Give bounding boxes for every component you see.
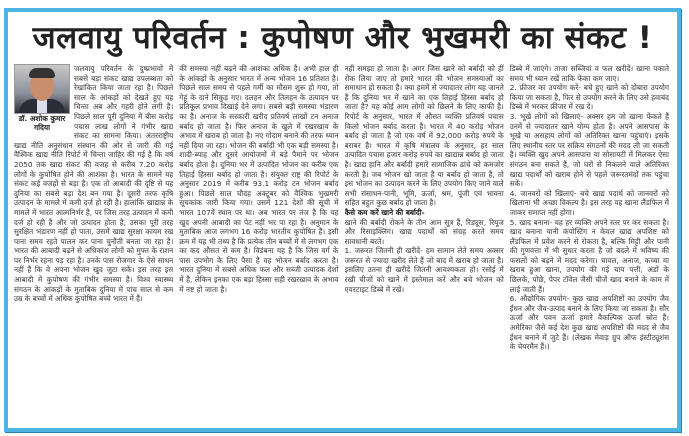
column-1 — [14, 64, 173, 426]
tip-5: 5. खाद बनाना- यह हर व्यक्ति अपने स्तर पर कर सकता है। खाद बनाना यानी कंपोस्टिंग न केवल खाद्य अपशिष्ट को लैंडफिल में प्रवेश करने से रोकता है, बल्कि मिट्टी और पानी की गुणवत्ता में भी सुधार करता है जो बदले में भविष्य की फसलों को बढ़ने में मदद करेगा। चावल, अनाज, कच्चा या खराब हुआ खाना, उपयोग की गई चाय पत्ती, अंडों के छिलके, पोंछे, पेपर टॉवेल जैसी चीजें खाद बनाने के काम में लाई जाती हैं। — [509, 217, 669, 294]
column-4 — [510, 64, 669, 426]
column-3 — [345, 64, 504, 426]
tip-2: 2. फ्रीजर का उपयोग करें- बचे हुए खाने को दोबारा उपयोग किया जा सकता है, फिर से उपयोग करने के लिए उसे हवाबंद डिब्बे में भरकर फ्रीजर में रख दें। — [509, 83, 669, 112]
author-photo — [14, 64, 70, 114]
tip-6: 6. औद्योगिक उपयोग- कुछ खाद्य अपशिष्टों का उपयोग जैव ईंधन और जैव-उत्पाद बनाने के लिए किया जा सकता है। सौर ऊर्जा और पवन ऊर्जा हमारे वैकल्पिक ऊर्जा स्रोत हैं। अमेरिका जैसे कई देश कुछ खाद्य अपशिष्टों की मदद से जैव ईंधन बनाने में जुटे हैं। (लेखक मेवाड़ ग्रुप ऑफ इंस्टीट्यूशंस के चेयरमैन हैं।) — [509, 294, 669, 352]
tip-4: 4. जानवरों को खिलाएं- बचे खाद्य पदार्थ को जानवरों को खिलाना भी अच्छा विकल्प है। इस तरह वह खाना लैंडफिल में जाकर समाप्त नहीं होगा। — [509, 188, 669, 217]
author-box — [14, 64, 70, 132]
paragraph: डिब्बे में जाएंगे। ताजा सब्जियां व फल खरीदें। खाना पकाते समय भी ध्यान रखें ताकि फेंका कम जाए। — [509, 64, 669, 83]
paragraph: 1. जरूरत जितनी ही खरीदें- हम सामान लेते समय अक्सर जरूरत से ज्यादा खरीद लेते हैं जो बाद में खराब हो जाता है। इसलिए उतना ही खरीदें जितनी आवश्यकता हो। रसोई में रखी चीजों को खाने में इस्तेमाल करें और बचे भोजन को एयरटाइट डिब्बे में रखें। — [344, 246, 504, 294]
paragraph: नहीं समझा हो जाता है। अगर जिस खाने को बर्बादी को हीं रोक लिया जाए तो हमारे भारत की भोजन समस्याओं का समाधान हो सकता है। क्या हममें से ज्यादातर लोग यह जानते हैं कि दुनिया भर में खाने का एक तिहाई हिस्सा बर्बाद हो जाता है? यह कोई आम लोगों को छिलने के लिए काफी है। रिपोर्ट के अनुसार, भारत में औसत व्यक्ति प्रतिवर्ष पचास किलो भोजन बर्बाद करता है। भारत में 40 करोड़ भोजन बर्बाद हो जाता है जो एक वर्ष में 92,000 करोड़ रुपये के बराबर है। भारत में कृषि मंत्रालय के अनुसार, हर साल उत्पादित पचास हजार करोड़ रुपये का खाद्यान्न बर्बाद हो जाता है। खाद्य हानि और बर्बादी हमारे सामाजिक ढांचे को कमजोर करती है। जब भोजन खो जाता है या बर्बाद हो जाता है, तो इस भोजन का उत्पादन करने के लिए उपयोग किए जाने वाले सभी संसाधन-पानी, भूमि, ऊर्जा, श्रम, पूंजी एवं भावना सहित बहुत कुछ बर्बाद हो जाता है। — [344, 64, 504, 208]
paragraph: खाने की बर्बादी रोकने के तीन आम सूत्र हैं, रिड्यूस, रियूज और रिसाइक्लिंग। खाद्य पदार्थों को संग्रह करते समय सावधानी बरतें। — [344, 217, 504, 246]
article-body — [14, 64, 669, 426]
headline: जलवायु परिवर्तन : कुपोषण और भुखमरी का संकट ! — [32, 20, 653, 56]
tip-3: 3. भूखे लोगों को खिलाएं- अक्सर हम जो खाना फेंकते हैं उनमें से ज्यादातर खाने योग्य होता है। अपने आसपास के भूखे या असहाय लोगों को अतिरिक्त खाना पहुंचाएं। इसके लिए स्थानीय स्तर पर सक्रिय संगठनों की मदद ली जा सकती है। व्यक्ति खुद अपने आसपास या सोसायटी में मिलकर ऐसा संगठन बना सकते हैं, जो घरों से निकलने वाले अतिरिक्त खाद्य पदार्थों को खराब होने से पहले जरूरतमंदों तक पहुंचा सकें। — [509, 111, 669, 189]
column-2 — [179, 64, 338, 426]
paragraph: की समस्या नहीं बढ़ने की आशंका अधिक है। अभी हाल ही के आंकड़ों के अनुसार भारत में अन्य भोजन 16 प्रतिशत है। पिछले साल समय से पहले गर्मी का मौसम शुरू हो गया, तो गेहूं के दाने सिकुड़ गए। दलहन और तिलहन के उत्पादन पर प्रतिकूल प्रभाव दिखाई देने लगा। सबसे बड़ी समस्या भंडारण का है। अनाज के सरकारी खरीद प्रतिवर्ष लाखों टन अनाज बर्बाद हो जाता है। फिर अनाज के खुले में रखरखाव के अभाव में खराब हो जाता है। नए गोदाम बनाने की तरफ ध्यान नहीं दिया जा रहा। भोजन की बर्बादी भी एक बड़ी समस्या है। शादी-ब्याह और दूसरे आयोजनों में बड़े पैमाने पर भोजन बर्बाद होता है। दुनिया भर में उत्पादित भोजन का करीब एक तिहाई हिस्सा बर्बाद हो जाता है। संयुक्त राष्ट्र की रिपोर्ट के अनुसार 2019 में करीब 93.1 करोड़ टन भोजन बर्बाद हुआ। पिछले साल चौदह अक्टूबर को वैश्विक भुखमरी सूचकांक जारी किया गया। उसमें 121 देशों की सूची में भारत 107वें स्थान पर था। अब भारत पर तंज है कि यह खुद अपनी आबादी का पेट नहीं भर पा रहा है। अनुमान के मुताबिक आज लगभग 16 करोड़ भारतीय कुपोषित हैं। इसी क्रम में यह भी तथ्य है कि प्रत्येक तीन बच्चों में से लगभग एक का कद औसत से कम है। विडंबना यह है कि जिस वर्ग के पास उपभोग के लिए पैसा है वह भोजन बर्बाद करता है। भारत दुनिया में सबसे अधिक फल और सब्जी उत्पादक देशों में है, लेकिन इनका एक बड़ा हिस्सा सही रखरखाव के अभाव में नष्ट हो जाता है। — [179, 64, 339, 294]
author-name: डॉ. अशोक कुमार — [18, 114, 66, 123]
paragraph: जलवायु परिवर्तन के दुष्प्रभावों में सबसे बड़ा संकट खाद्य उपलब्धता को रेखांकित किया जाता रहा है। पिछले साल के आंकड़ों को देखते हुए यह चिन्ता अब और गहरी होने लगी है। पिछले साल पूरी दुनिया में बीस करोड़ पचास लाख लोगों ने गंभीर खाद्य संकट का सामना किया। अंतरराष्ट्रीय खाद्य नीति अनुसंधान संस्थान की ओर से जारी की गई वैश्विक खाद्य नीति रिपोर्ट में चिन्ता जाहिर की गई है कि वर्ष 2050 तक खाद्य संकट की वजह से करीब 7.20 करोड़ लोगों के कुपोषित होने की आशंका है। भारत के सामने यह संकट कई वजहों से बड़ा है। एक तो आबादी की दृष्टि से यह दुनिया का सबसे बड़ा देश बन गया है। दूसरी तरफ कृषि उत्पादन के मामले में कमी दर्ज हो रही है। हालांकि खाद्यान्न के मामले में भारत आत्मनिर्भर है, पर जिस तरह उत्पादन में कमी दर्ज हो रही है और जो उत्पादन होता है, उसका पूरी तरह सुरक्षित भंडारण नहीं हो पाता, उसमें खाद्य सुरक्षा कायम रख पाना समय रहते पालन कर पाना चुनौती बनता जा रहा है। भारत की आबादी बढ़ने से अधिकांश लोगों को मुफ्त के राशन पर निर्भर रहना पड़ रहा है। उनके पास रोजगार के ऐसे साधन नहीं हैं कि वे अपना भोजन खुद जुटा सकें। इस तरह इस आबादी में कुपोषण की गंभीर समस्या है। विश्व स्वास्थ्य संगठन के आंकड़ों के मुताबिक दुनिया में पांच साल से कम उम्र के बच्चों में अधिक कुपोषित बच्चे भारत में हैं। — [14, 64, 174, 304]
subheading: कैसे कम करें खाने की बर्बादी- — [344, 207, 425, 217]
article-frame — [4, 8, 681, 432]
author-surname: गदिया — [34, 123, 50, 132]
